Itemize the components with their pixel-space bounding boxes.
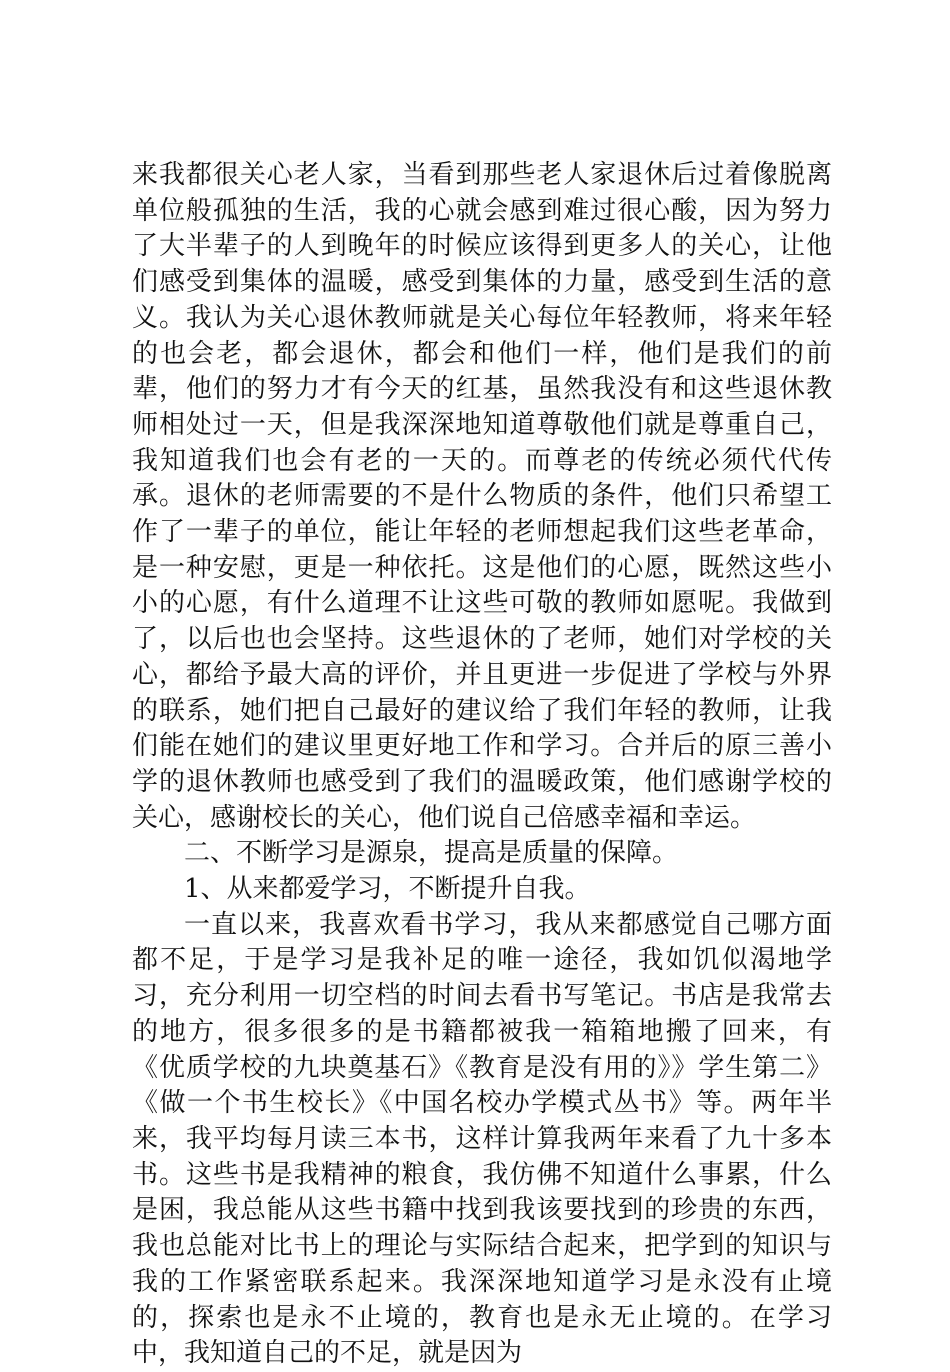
- subsection-heading: 1、从来都爱学习，不断提升自我。: [184, 874, 591, 905]
- paragraph-continuation: 来我都很关心老人家，当看到那些老人家退休后过着像脱离单位般孤独的生活，我的心就会感到难过很心酸，因为努力了大半辈子的人到晚年的时候应该得到更多人的关心，让他们感受到集体的温暖，感受到集体的力量，感受到生活的意义。我认为关心退休教师就是关心每位年轻教师，将来年轻的也会老，都会退休，都会和他们一样，他们是我们的前辈，他们的努力才有今天的红基，虽然我没有和这些退休教师相处过一天，但是我深深地知道尊敬他们就是尊重自己，我知道我们也会有老的一天的。而尊老的传统必须代代传承。退休的老师需要的不是什么物质的条件，他们只希望工作了一辈子的单位，能让年轻的老师想起我们这些老革命，是一种安慰，更是一种依托。这是他们的心愿，既然这些小小的心愿，有什么道理不让这些可敬的教师如愿呢。我做到了，以后也也会坚持。这些退休的了老师，她们对学校的关心，都给予最大高的评价，并且更进一步促进了学校与外界的联系，她们把自己最好的建议给了我们年轻的教师，让我们能在她们的建议里更好地工作和学习。合并后的原三善小学的退休教师也感受到了我们的温暖政策，他们感谢学校的关心，感谢校长的关心，他们说自己倍感幸福和幸运。: [132, 160, 832, 833]
- body-text: [132, 158, 832, 1372]
- paragraph-study: 一直以来，我喜欢看书学习，我从来都感觉自己哪方面都不足，于是学习是我补足的唯一途径，我如饥似渴地学习，充分利用一切空档的时间去看书写笔记。书店是我常去的地方，很多很多的是书籍都被我一箱箱地搬了回来，有《优质学校的九块奠基石》《教育是没有用的》》学生第二》《做一个书生校长》《中国名校办学模式丛书》等。两年半来，我平均每月读三本书，这样计算我两年来看了九十多本书。这些书是我精神的粮食，我仿佛不知道什么事累，什么是困，我总能从这些书籍中找到我该要找到的珍贵的东西，我也总能对比书上的理论与实际结合起来，把学到的知识与我的工作紧密联系起来。我深深地知道学习是永没有止境的，探索也是永不止境的，教育也是永无止境的。在学习中，我知道自己的不足，就是因为: [132, 909, 832, 1369]
- section-heading: 二、不断学习是源泉，提高是质量的保障。: [184, 838, 679, 869]
